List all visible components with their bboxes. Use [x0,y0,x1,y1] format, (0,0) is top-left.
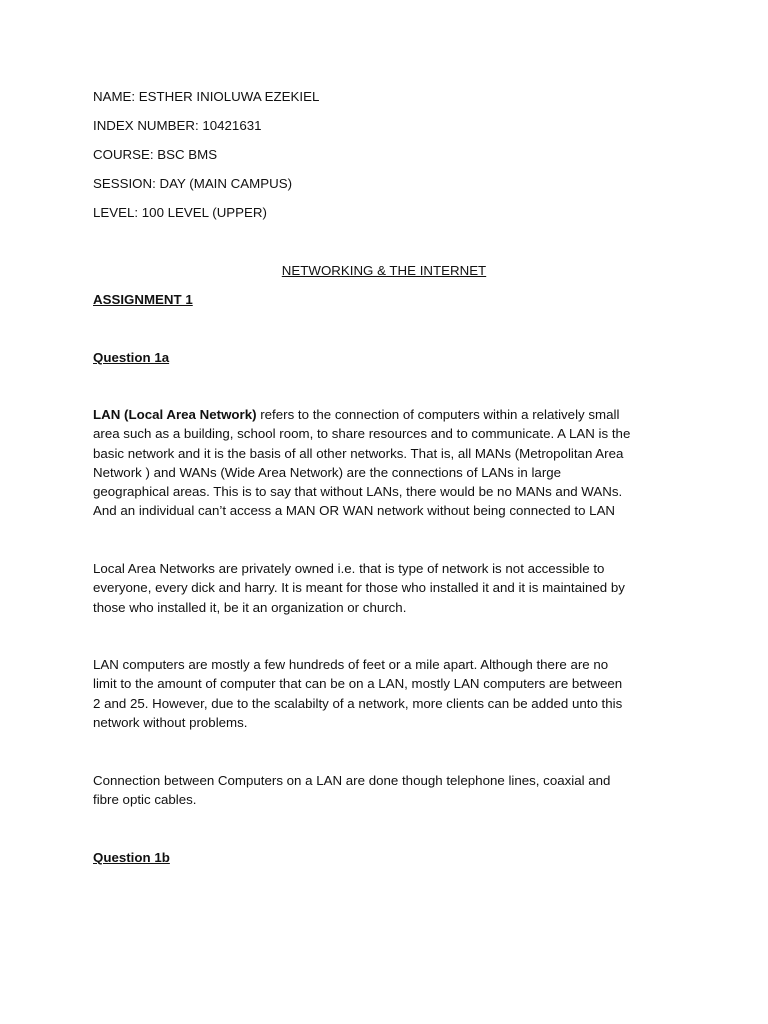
paragraph-line: fibre optic cables. [93,792,197,808]
question-1a-heading: Question 1a [93,350,170,365]
paragraph-text: refers to the connection of computers within a relatively small [256,407,620,422]
index-number: INDEX NUMBER: 10421631 [93,118,262,133]
paragraph-line: everyone, every dick and harry. It is meant for those who installed it and it is maintained by [93,580,625,596]
student-name: NAME: ESTHER INIOLUWA EZEKIEL [93,89,320,104]
assignment-heading: ASSIGNMENT 1 [93,292,193,307]
paragraph-line: Connection between Computers on a LAN are done though telephone lines, coaxial and [93,773,611,788]
paragraph-line: those who installed it, be it an organization or church. [93,599,407,615]
paragraph-line: limit to the amount of computer that can be on a LAN, mostly LAN computers are between [93,676,623,692]
paragraph-line: Local Area Networks are privately owned i.e. that is type of network is not accessible to [93,561,605,576]
level: LEVEL: 100 LEVEL (UPPER) [93,205,267,220]
document-title: NETWORKING & THE INTERNET [281,263,487,278]
paragraph-line: LAN computers are mostly a few hundreds of feet or a mile apart. Although there are no [93,657,609,672]
paragraph-line: geographical areas. This is to say that without LANs, there would be no MANs and WANs. [93,484,623,500]
paragraph-line: And an individual can’t access a MAN OR WAN network without being connected to LAN [93,503,616,519]
course: COURSE: BSC BMS [93,147,218,162]
paragraph-lan-definition [93,405,675,521]
lan-term: LAN (Local Area Network) [93,407,257,422]
question-1b-heading: Question 1b [93,850,170,865]
paragraph-lan-ownership [93,559,675,617]
paragraph-line: basic network and it is the basis of all other networks. That is, all MANs (Metropolitan Area [93,445,624,461]
paragraph-line [93,405,675,424]
paragraph-line: network without problems. [93,714,248,730]
paragraph-line: area such as a building, school room, to share resources and to communicate. A LAN is the [93,426,631,442]
paragraph-line: 2 and 25. However, due to the scalabilty of a network, more clients can be added unto this [93,695,623,711]
paragraph-line: Network ) and WANs (Wide Area Network) are the connections of LANs in large [93,464,562,480]
session: SESSION: DAY (MAIN CAMPUS) [93,176,292,191]
paragraph-lan-connection [93,771,675,810]
paragraph-lan-size [93,655,675,732]
